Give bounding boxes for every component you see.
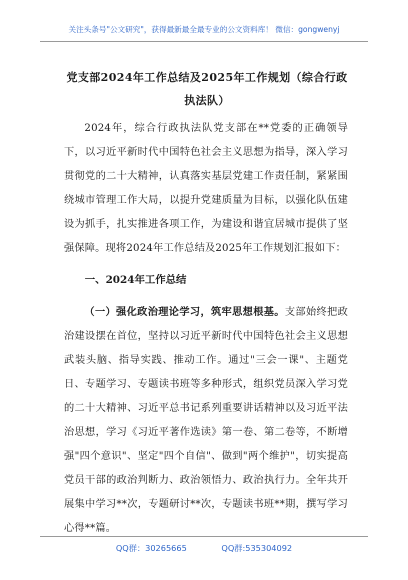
page-header-banner: 关注头条号"公文研究"，获得最新最全最专业的公文资料库！ 微信：gongwenyj xyxy=(40,24,368,42)
subsection-lead: （一）强化政治理论学习，筑牢思想根基。 xyxy=(84,306,285,318)
subsection-paragraph xyxy=(64,300,348,541)
section-heading: 一、2024年工作总结 xyxy=(84,274,187,286)
page-footer xyxy=(40,536,368,554)
document-title: 党支部2024年工作总结及2025年工作规划（综合行政执法队） xyxy=(66,71,348,107)
intro-paragraph: 2024年，综合行政执法队党支部在**党委的正确领导下，以习近平新时代中国特色社会主义思想为指导，深入学习贯彻党的二十大精神，认真落实基层党建工作责任制，紧紧围绕城市管理工作大局，以提升党建质量为目标，以强化队伍建设为抓手，扎实推进各项工作，为建设和谐宜居城市提供了坚强保障。现将2024年工作总结及2025年工作规划汇报如下： xyxy=(64,123,348,254)
subsection-body: 支部始终把政治建设摆在首位，坚持以习近平新时代中国特色社会主义思想武装头脑、指导实践、推动工作。通过"三会一课"、主题党日、专题学习、专题读书班等多种形式，组织党员深入学习党的二十大精神、习近平总书记系列重要讲话精神以及习近平法治思想，学习《习近平著作选读》第一卷、第二卷等，不断增强"四个意识"、坚定"四个自信"、做到"两个维护"，切实提高党员干部的政治判断力、政治领悟力、政治执行力。全年共开展集中学习**次，专题研讨**次，专题读书班**期，撰写学习心得**篇。 xyxy=(64,307,348,534)
footer-qq-group-2: QQ群:535304092 xyxy=(221,543,293,553)
footer-qq-group-1: QQ群：30265665 xyxy=(115,543,187,553)
